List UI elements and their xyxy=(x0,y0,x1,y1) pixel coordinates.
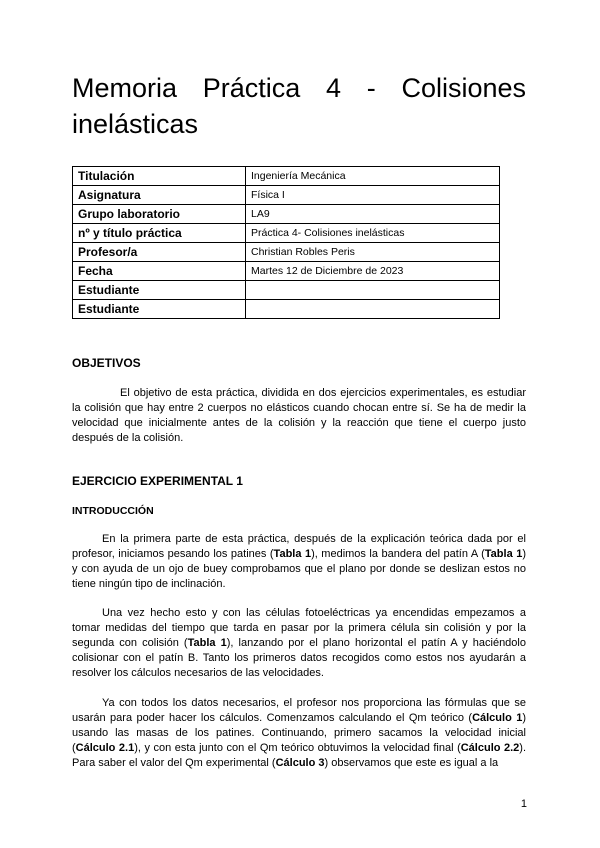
info-table-label: nº y título práctica xyxy=(73,224,246,243)
info-table-row xyxy=(73,167,500,186)
info-table-value: Física I xyxy=(246,186,500,205)
ref-calculo-2-1: Cálculo 2.1 xyxy=(75,742,135,754)
ref-calculo-3: Cálculo 3 xyxy=(275,757,325,769)
document-title xyxy=(72,70,526,142)
info-table-value: Martes 12 de Diciembre de 2023 xyxy=(246,262,500,281)
page-number: 1 xyxy=(520,798,527,810)
info-table xyxy=(72,166,500,319)
info-table-value: Ingeniería Mecánica xyxy=(246,167,500,186)
objetivos-heading: OBJETIVOS xyxy=(72,356,141,370)
info-table-row xyxy=(73,262,500,281)
info-table-label: Asignatura xyxy=(73,186,246,205)
intro-paragraph-1: En la primera parte de esta práctica, después de la explicación teórica dada por el profesor, iniciamos pesando los patines (Tabla 1), medimos la bandera del patín A (Tabla 1) y con ayuda de un ojo de buey comprobamos que el plano por donde se deslizan estos no tiene ningún tipo de inclinación. xyxy=(72,533,526,590)
title-line-2: inelásticas xyxy=(72,109,199,139)
ref-tabla-1: Tabla 1 xyxy=(484,548,523,560)
info-table-row xyxy=(73,243,500,262)
objetivos-paragraph: El objetivo de esta práctica, dividida en dos ejercicios experimentales, es estudiar la colisión que hay entre 2 cuerpos no elásticos cuando chocan entre sí. Se ha de medir la velocidad que inicialmente antes de la colisión y la reacción que tiene el cuerpo justo después de la colisión. xyxy=(72,387,526,444)
info-table-label: Grupo laboratorio xyxy=(73,205,246,224)
info-table-value: LA9 xyxy=(246,205,500,224)
info-table-label: Estudiante xyxy=(73,281,246,300)
info-table-value: Práctica 4- Colisiones inelásticas xyxy=(246,224,500,243)
title-line-1: Memoria Práctica 4 - Colisiones xyxy=(72,73,526,103)
info-table-row xyxy=(73,224,500,243)
info-table-row xyxy=(73,281,500,300)
intro-paragraph-2: Una vez hecho esto y con las células fotoeléctricas ya encendidas empezamos a tomar medidas del tiempo que tarda en pasar por la primera célula sin colisión y por la segunda con colisión (Tabla 1), lanzando por el plano horizontal el patín A y haciéndolo colisionar con el patín B. Tanto los primeros datos recogidos como estos nos ayudarán a resolver los cálculos necesarios de las velocidades. xyxy=(72,607,526,679)
ref-calculo-2-2: Cálculo 2.2 xyxy=(460,742,520,754)
info-table-value: Christian Robles Peris xyxy=(246,243,500,262)
info-table-row xyxy=(73,205,500,224)
ejercicio-1-heading: EJERCICIO EXPERIMENTAL 1 xyxy=(72,474,243,488)
ref-tabla-1: Tabla 1 xyxy=(273,548,312,560)
info-table-label: Titulación xyxy=(73,167,246,186)
info-table-row xyxy=(73,186,500,205)
info-table-value xyxy=(246,281,500,300)
info-table-label: Estudiante xyxy=(73,300,246,319)
info-table-label: Fecha xyxy=(73,262,246,281)
ref-calculo-1: Cálculo 1 xyxy=(472,712,523,724)
info-table-value xyxy=(246,300,500,319)
info-table-row xyxy=(73,300,500,319)
ref-tabla-1: Tabla 1 xyxy=(187,637,227,649)
introduccion-heading: INTRODUCCIÓN xyxy=(72,505,154,517)
info-table-label: Profesor/a xyxy=(73,243,246,262)
intro-paragraph-3: Ya con todos los datos necesarios, el profesor nos proporciona las fórmulas que se usarán para poder hacer los cálculos. Comenzamos calculando el Qm teórico (Cálculo 1) usando las masas de los patines. Continuando, primero sacamos la velocidad inicial (Cálculo 2.1), y con esta junto con el Qm teórico obtuvimos la velocidad final (Cálculo 2.2). Para saber el valor del Qm experimental (Cálculo 3) observamos que este es igual a la xyxy=(72,697,527,769)
